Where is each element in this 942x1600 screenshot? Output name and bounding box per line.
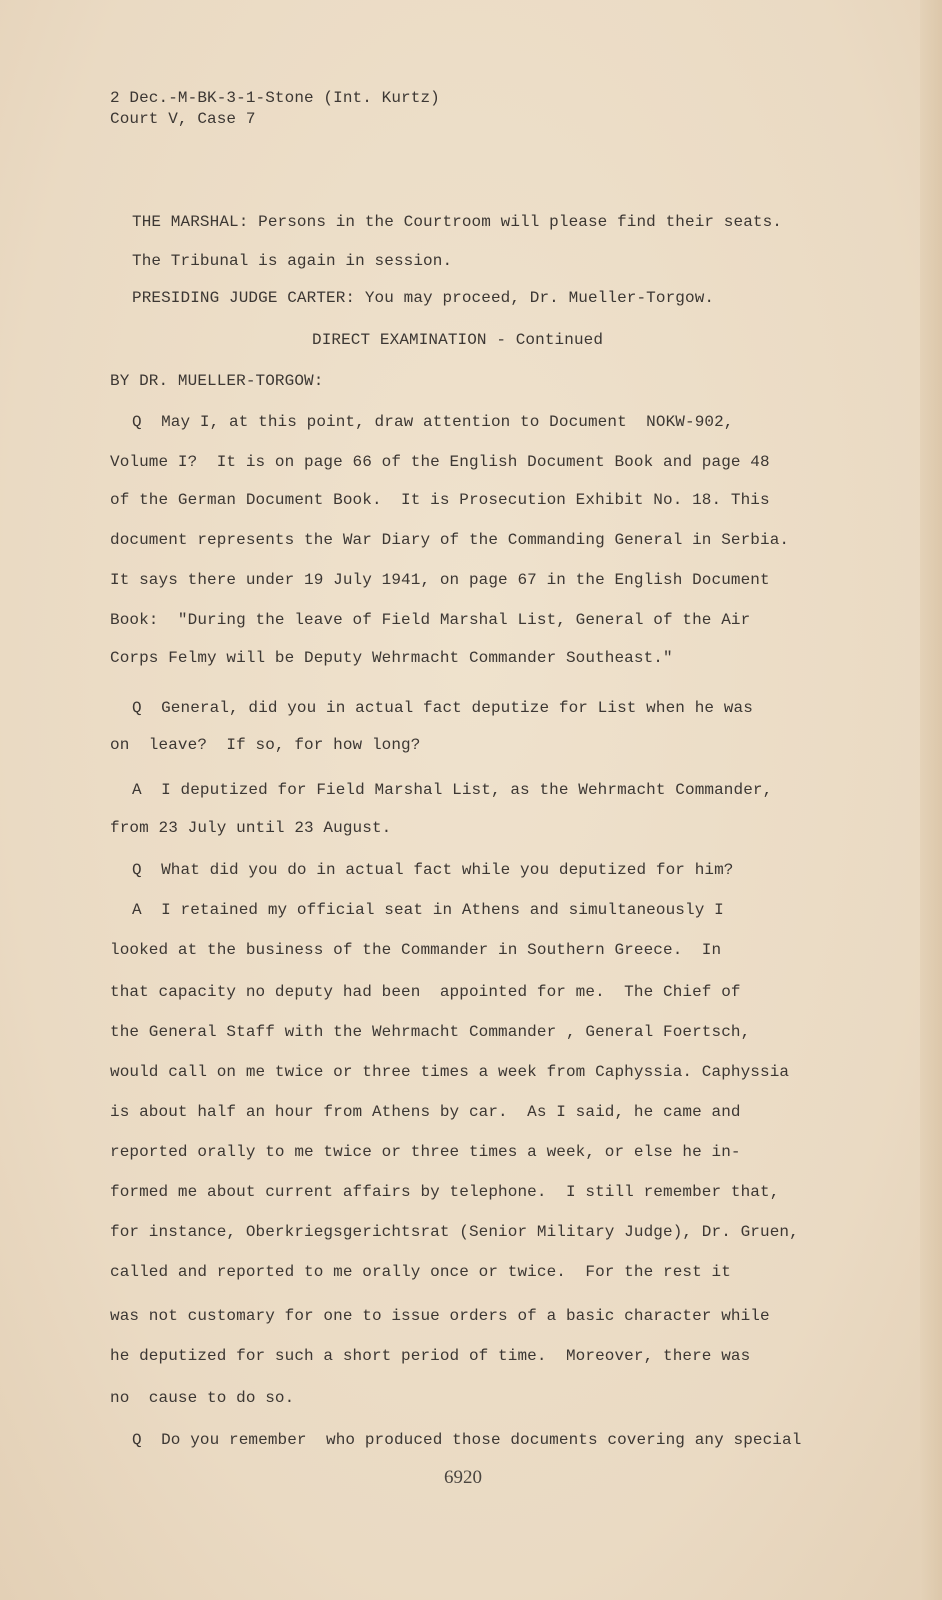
text-line: that capacity no deputy had been appointed for me. The Chief of (110, 983, 741, 1001)
header-line-1: 2 Dec.-M-BK-3-1-Stone (Int. Kurtz) (110, 89, 440, 107)
text-line: THE MARSHAL: Persons in the Courtroom will please find their seats. (132, 213, 783, 231)
text-line: A I retained my official seat in Athens and simultaneously I (132, 901, 724, 919)
text-line: PRESIDING JUDGE CARTER: You may proceed, Dr. Mueller-Torgow. (132, 289, 715, 307)
text-line: The Tribunal is again in session. (132, 252, 453, 270)
text-line: on leave? If so, for how long? (110, 736, 421, 754)
text-line: BY DR. MUELLER-TORGOW: (110, 372, 324, 390)
text-line: formed me about current affairs by telephone. I still remember that, (110, 1183, 780, 1201)
text-line: Q What did you do in actual fact while you deputized for him? (132, 861, 734, 879)
text-line: would call on me twice or three times a week from Caphyssia. Caphyssia (110, 1063, 790, 1081)
text-line: called and reported to me orally once or twice. For the rest it (110, 1263, 731, 1281)
text-line: no cause to do so. (110, 1389, 295, 1407)
text-line: looked at the business of the Commander in Southern Greece. In (110, 941, 722, 959)
text-line: for instance, Oberkriegsgerichtsrat (Senior Military Judge), Dr. Gruen, (110, 1223, 799, 1241)
text-line: It says there under 19 July 1941, on page 67 in the English Document (110, 571, 770, 589)
text-line: Corps Felmy will be Deputy Wehrmacht Commander Southeast." (110, 649, 673, 667)
text-line: Q Do you remember who produced those documents covering any special (132, 1431, 802, 1449)
text-line: A I deputized for Field Marshal List, as the Wehrmacht Commander, (132, 781, 773, 799)
text-line: was not customary for one to issue orders of a basic character while (110, 1307, 770, 1325)
text-line: the General Staff with the Wehrmacht Commander , General Foertsch, (110, 1023, 751, 1041)
text-line: Q General, did you in actual fact deputize for List when he was (132, 699, 753, 717)
text-line: reported orally to me twice or three times a week, or else he in- (110, 1143, 741, 1161)
text-line: DIRECT EXAMINATION - Continued (312, 331, 604, 349)
text-line: is about half an hour from Athens by car. As I said, he came and (110, 1103, 741, 1121)
text-line: he deputized for such a short period of time. Moreover, there was (110, 1347, 751, 1365)
text-line: Q May I, at this point, draw attention to Document NOKW-902, (132, 413, 734, 431)
text-line: Book: "During the leave of Field Marshal List, General of the Air (110, 611, 751, 629)
text-line: Volume I? It is on page 66 of the English Document Book and page 48 (110, 453, 770, 471)
page-number: 6920 (444, 1467, 482, 1488)
page-edge (920, 0, 942, 1600)
text-line: document represents the War Diary of the Commanding General in Serbia. (110, 531, 790, 549)
text-line: from 23 July until 23 August. (110, 819, 392, 837)
text-line: of the German Document Book. It is Prosecution Exhibit No. 18. This (110, 491, 770, 509)
header-line-2: Court V, Case 7 (110, 110, 256, 128)
